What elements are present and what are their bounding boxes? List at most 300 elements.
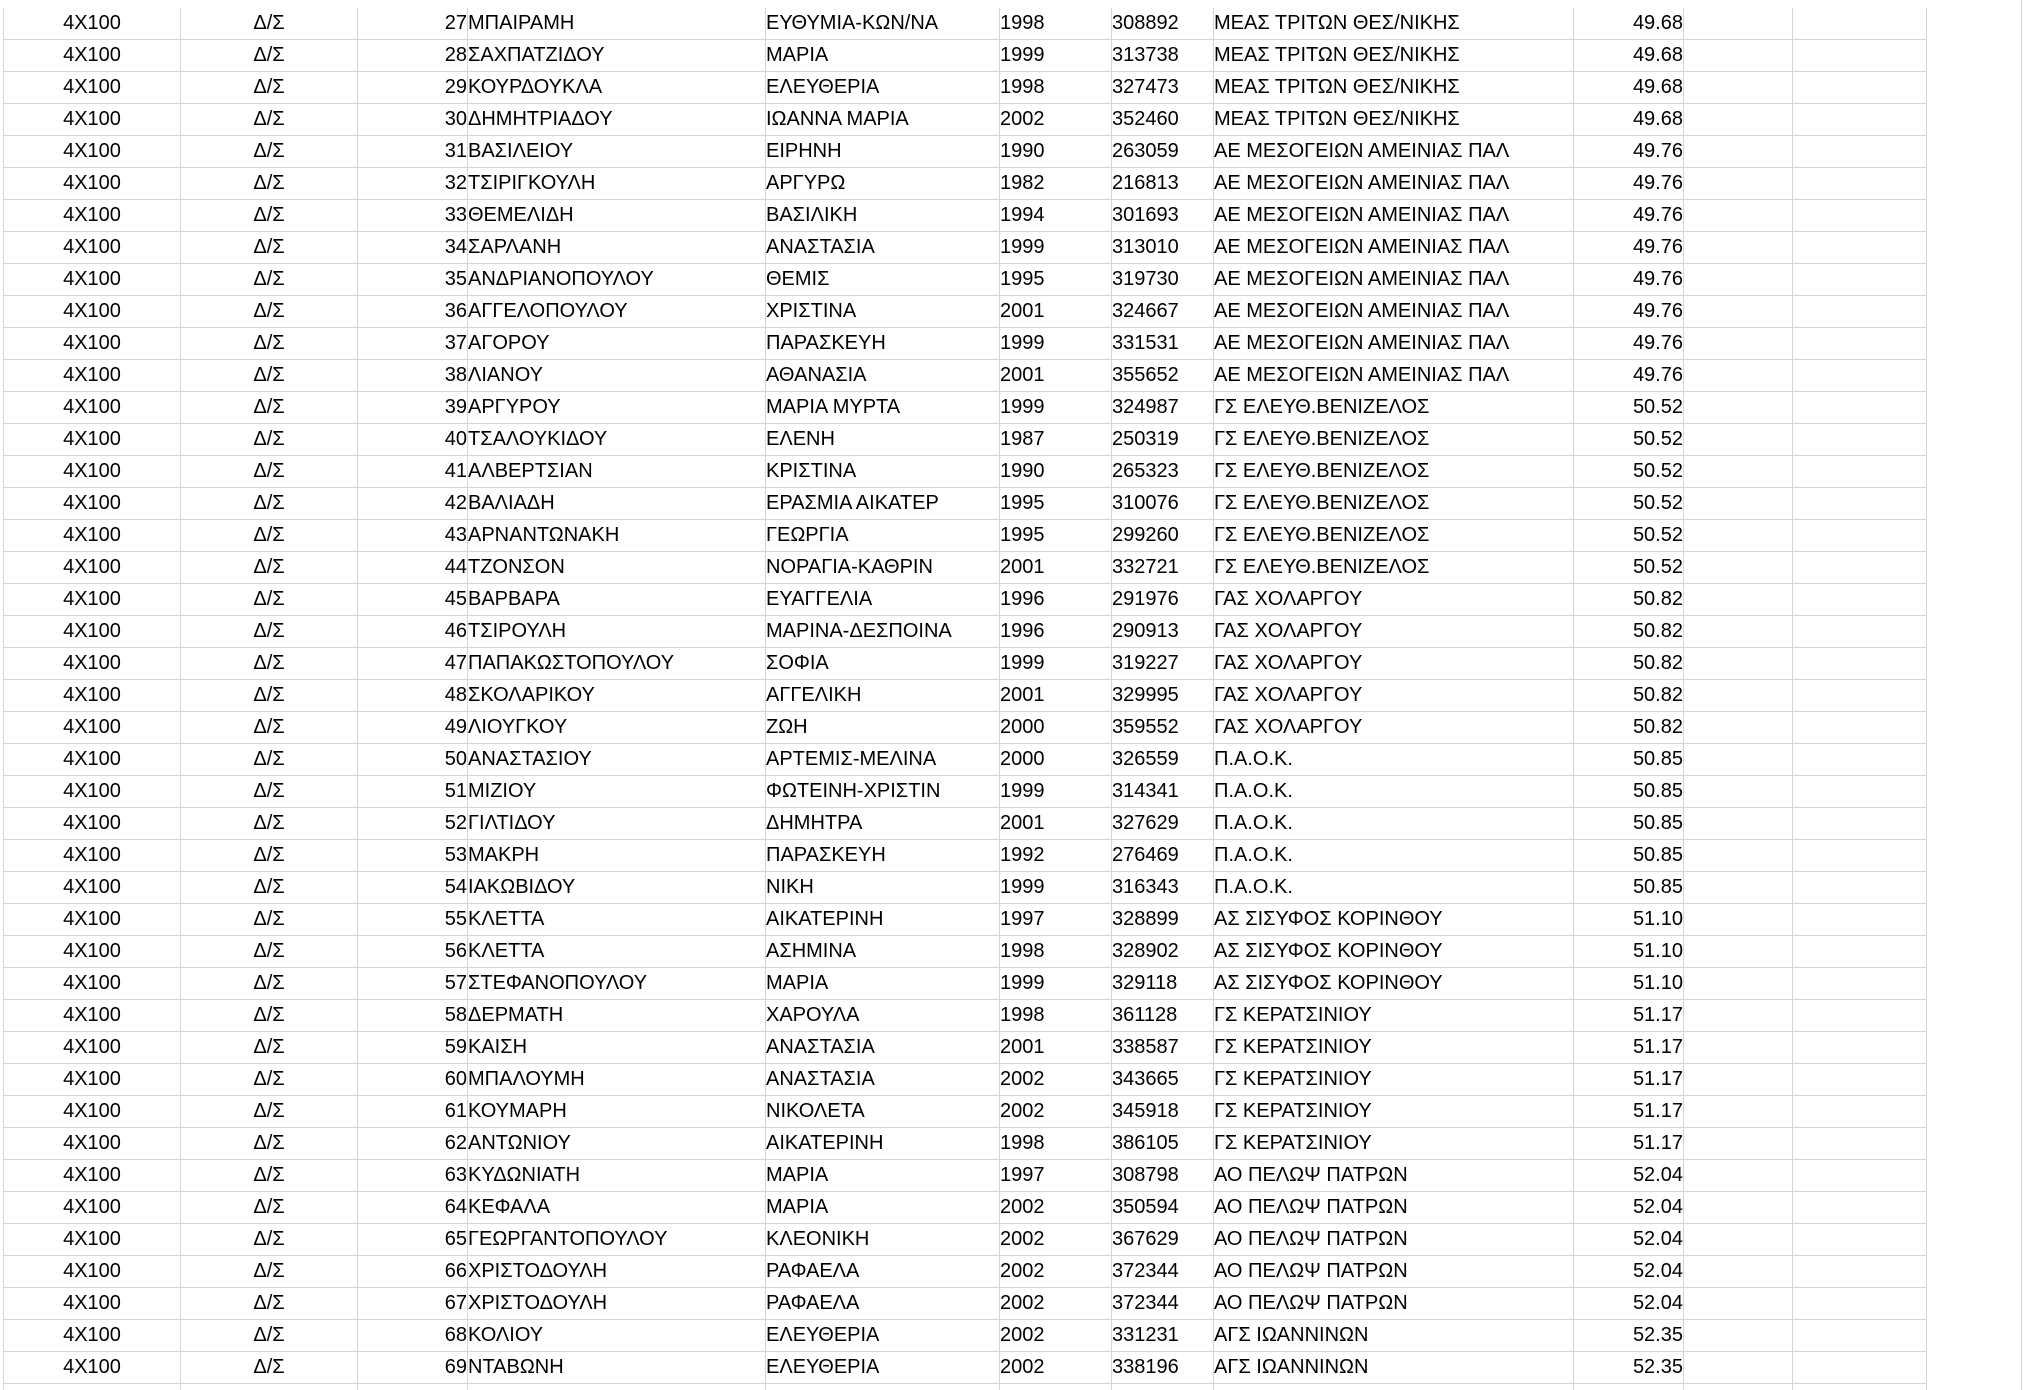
rank-cell[interactable]: 54 [358, 872, 468, 904]
rank-cell[interactable]: 55 [358, 904, 468, 936]
category-cell[interactable]: Δ/Σ [181, 232, 358, 264]
club-cell[interactable]: ΑΕ ΜΕΣΟΓΕΙΩΝ ΑΜΕΙΝΙΑΣ ΠΑΛ [1214, 200, 1574, 232]
category-cell[interactable]: Δ/Σ [181, 1160, 358, 1192]
license-number-cell[interactable]: 290913 [1112, 616, 1214, 648]
empty-cell[interactable] [1684, 1320, 1793, 1352]
empty-cell[interactable] [1793, 1160, 1927, 1192]
rank-cell[interactable]: 52 [358, 808, 468, 840]
category-cell[interactable]: Δ/Σ [181, 168, 358, 200]
rank-cell[interactable]: 42 [358, 488, 468, 520]
empty-cell[interactable] [1684, 616, 1793, 648]
license-number-cell[interactable]: 310076 [1112, 488, 1214, 520]
event-cell[interactable]: 4X100 [4, 744, 181, 776]
club-cell[interactable]: ΓΑΣ ΧΟΛΑΡΓΟΥ [1214, 584, 1574, 616]
event-cell[interactable]: 4X100 [4, 40, 181, 72]
license-number-cell[interactable]: 328902 [1112, 936, 1214, 968]
time-cell[interactable]: 50.82 [1574, 648, 1684, 680]
time-cell[interactable]: 50.85 [1574, 744, 1684, 776]
time-cell[interactable]: 51.17 [1574, 1096, 1684, 1128]
rank-cell[interactable]: 53 [358, 840, 468, 872]
firstname-cell[interactable]: ΠΑΡΑΣΚΕΥΗ [766, 840, 1000, 872]
license-number-cell[interactable]: 314341 [1112, 776, 1214, 808]
empty-cell[interactable] [1684, 1128, 1793, 1160]
firstname-cell[interactable]: ΜΑΡΙΑ [766, 40, 1000, 72]
firstname-cell[interactable]: ΑΡΓΥΡΩ [766, 168, 1000, 200]
club-cell[interactable]: ΓΑΣ ΧΟΛΑΡΓΟΥ [1214, 616, 1574, 648]
event-cell[interactable]: 4X100 [4, 296, 181, 328]
club-cell[interactable]: ΓΑΣ ΧΟΛΑΡΓΟΥ [1214, 648, 1574, 680]
surname-cell[interactable]: ΓΕΩΡΓΑΝΤΟΠΟΥΛΟΥ [468, 1224, 766, 1256]
club-cell[interactable]: ΓΣ ΕΛΕΥΘ.ΒΕΝΙΖΕΛΟΣ [1214, 392, 1574, 424]
firstname-cell[interactable]: ΡΑΦΑΕΛΑ [766, 1288, 1000, 1320]
time-cell[interactable]: 51.17 [1574, 1128, 1684, 1160]
time-cell[interactable]: 52.35 [1574, 1352, 1684, 1384]
birth-year-cell[interactable]: 2000 [1000, 744, 1112, 776]
club-cell[interactable]: ΓΣ ΚΕΡΑΤΣΙΝΙΟΥ [1214, 1064, 1574, 1096]
surname-cell[interactable]: ΛΙΟΥΓΚΟΥ [468, 712, 766, 744]
category-cell[interactable]: Δ/Σ [181, 264, 358, 296]
empty-cell[interactable] [1793, 200, 1927, 232]
category-cell[interactable]: Δ/Σ [181, 1224, 358, 1256]
time-cell[interactable]: 49.76 [1574, 200, 1684, 232]
license-number-cell[interactable]: 313738 [1112, 40, 1214, 72]
event-cell[interactable]: 4X100 [4, 584, 181, 616]
rank-cell[interactable]: 50 [358, 744, 468, 776]
birth-year-cell[interactable]: 1999 [1000, 232, 1112, 264]
surname-cell[interactable]: ΚΟΛΙΟΥ [468, 1320, 766, 1352]
firstname-cell[interactable]: ΙΩΑΝΝΑ ΜΑΡΙΑ [766, 104, 1000, 136]
surname-cell[interactable]: ΧΡΙΣΤΟΔΟΥΛΗ [468, 1288, 766, 1320]
birth-year-cell[interactable]: 2001 [1000, 1032, 1112, 1064]
category-cell[interactable]: Δ/Σ [181, 1128, 358, 1160]
club-cell[interactable]: ΜΕΑΣ ΤΡΙΤΩΝ ΘΕΣ/ΝΙΚΗΣ [1214, 72, 1574, 104]
time-cell[interactable]: 52.04 [1574, 1288, 1684, 1320]
time-cell[interactable]: 50.85 [1574, 872, 1684, 904]
empty-cell[interactable] [1684, 456, 1793, 488]
birth-year-cell[interactable]: 1998 [1000, 8, 1112, 40]
firstname-cell[interactable]: ΧΡΙΣΤΙΝΑ [766, 296, 1000, 328]
empty-cell[interactable] [1793, 1384, 1927, 1390]
license-number-cell[interactable]: 216813 [1112, 168, 1214, 200]
birth-year-cell[interactable]: 1999 [1000, 392, 1112, 424]
club-cell[interactable]: ΓΣ ΕΛΕΥΘ.ΒΕΝΙΖΕΛΟΣ [1214, 552, 1574, 584]
empty-cell[interactable] [1684, 1224, 1793, 1256]
club-cell[interactable]: ΑΟ ΠΕΛΩΨ ΠΑΤΡΩΝ [1214, 1160, 1574, 1192]
surname-cell[interactable]: ΓΙΛΤΙΔΟΥ [468, 808, 766, 840]
empty-cell[interactable] [1684, 72, 1793, 104]
license-number-cell[interactable]: 355652 [1112, 360, 1214, 392]
birth-year-cell[interactable]: 1987 [1000, 424, 1112, 456]
category-cell[interactable]: Δ/Σ [181, 712, 358, 744]
birth-year-cell[interactable]: 1999 [1000, 968, 1112, 1000]
surname-cell[interactable]: ΑΓΓΕΛΟΠΟΥΛΟΥ [468, 296, 766, 328]
surname-cell[interactable]: ΑΓΟΡΟΥ [468, 328, 766, 360]
birth-year-cell[interactable]: 2001 [1000, 296, 1112, 328]
rank-cell[interactable]: 30 [358, 104, 468, 136]
category-cell[interactable]: Δ/Σ [181, 968, 358, 1000]
license-number-cell[interactable]: 265323 [1112, 456, 1214, 488]
event-cell[interactable]: 4X100 [4, 1192, 181, 1224]
license-number-cell[interactable]: 319730 [1112, 264, 1214, 296]
category-cell[interactable]: Δ/Σ [181, 808, 358, 840]
time-cell[interactable]: 49.76 [1574, 136, 1684, 168]
empty-cell[interactable] [1684, 40, 1793, 72]
time-cell[interactable]: 50.82 [1574, 680, 1684, 712]
license-number-cell[interactable]: 301693 [1112, 200, 1214, 232]
rank-cell[interactable]: 48 [358, 680, 468, 712]
event-cell[interactable]: 4X100 [4, 200, 181, 232]
surname-cell[interactable]: ΑΝΑΣΤΑΣΙΟΥ [468, 744, 766, 776]
time-cell[interactable]: 52.04 [1574, 1224, 1684, 1256]
event-cell[interactable]: 4X100 [4, 680, 181, 712]
surname-cell[interactable]: ΔΗΜΗΤΡΙΑΔΟΥ [468, 104, 766, 136]
firstname-cell[interactable]: ΕΥΘΥΜΙΑ-ΚΩΝ/ΝΑ [766, 8, 1000, 40]
firstname-cell[interactable]: ΕΛΕΥΘΕΡΙΑ [766, 1320, 1000, 1352]
license-number-cell[interactable]: 338196 [1112, 1352, 1214, 1384]
category-cell[interactable]: Δ/Σ [181, 360, 358, 392]
birth-year-cell[interactable]: 1998 [1000, 72, 1112, 104]
event-cell[interactable]: 4X100 [4, 328, 181, 360]
birth-year-cell[interactable]: 1995 [1000, 264, 1112, 296]
category-cell[interactable]: Δ/Σ [181, 136, 358, 168]
club-cell[interactable]: ΓΣ ΚΕΡΑΤΣΙΝΙΟΥ [1214, 1128, 1574, 1160]
surname-cell[interactable]: ΚΟΥΜΑΡΗ [468, 1096, 766, 1128]
license-number-cell[interactable]: 299260 [1112, 520, 1214, 552]
empty-cell[interactable] [1684, 392, 1793, 424]
event-cell[interactable]: 4X100 [4, 520, 181, 552]
category-cell[interactable]: Δ/Σ [181, 744, 358, 776]
empty-cell[interactable] [1793, 584, 1927, 616]
time-cell[interactable] [1574, 1384, 1684, 1390]
license-number-cell[interactable]: 338587 [1112, 1032, 1214, 1064]
firstname-cell[interactable]: ΔΗΜΗΤΡΑ [766, 808, 1000, 840]
rank-cell[interactable]: 45 [358, 584, 468, 616]
category-cell[interactable]: Δ/Σ [181, 40, 358, 72]
empty-cell[interactable] [1684, 552, 1793, 584]
surname-cell[interactable]: ΑΛΒΕΡΤΣΙΑΝ [468, 456, 766, 488]
license-number-cell[interactable]: 328899 [1112, 904, 1214, 936]
firstname-cell[interactable]: ΜΑΡΙΑ ΜΥΡΤΑ [766, 392, 1000, 424]
birth-year-cell[interactable]: 1998 [1000, 936, 1112, 968]
empty-cell[interactable] [1793, 1288, 1927, 1320]
time-cell[interactable]: 50.82 [1574, 712, 1684, 744]
empty-cell[interactable] [1684, 8, 1793, 40]
category-cell[interactable]: Δ/Σ [181, 552, 358, 584]
firstname-cell[interactable]: ΑΝΑΣΤΑΣΙΑ [766, 232, 1000, 264]
license-number-cell[interactable]: 386105 [1112, 1128, 1214, 1160]
empty-cell[interactable] [1793, 680, 1927, 712]
event-cell[interactable]: 4X100 [4, 1256, 181, 1288]
category-cell[interactable]: Δ/Σ [181, 488, 358, 520]
license-number-cell[interactable]: 329118 [1112, 968, 1214, 1000]
category-cell[interactable]: Δ/Σ [181, 520, 358, 552]
birth-year-cell[interactable]: 2001 [1000, 680, 1112, 712]
rank-cell[interactable]: 43 [358, 520, 468, 552]
firstname-cell[interactable]: ΑΙΚΑΤΕΡΙΝΗ [766, 1128, 1000, 1160]
club-cell[interactable]: ΓΣ ΕΛΕΥΘ.ΒΕΝΙΖΕΛΟΣ [1214, 488, 1574, 520]
license-number-cell[interactable]: 316343 [1112, 872, 1214, 904]
time-cell[interactable]: 49.68 [1574, 104, 1684, 136]
rank-cell[interactable]: 49 [358, 712, 468, 744]
club-cell[interactable]: ΓΣ ΚΕΡΑΤΣΙΝΙΟΥ [1214, 1032, 1574, 1064]
license-number-cell[interactable]: 324667 [1112, 296, 1214, 328]
license-number-cell[interactable]: 352460 [1112, 104, 1214, 136]
category-cell[interactable]: Δ/Σ [181, 328, 358, 360]
event-cell[interactable]: 4X100 [4, 1352, 181, 1384]
empty-cell[interactable] [1793, 1192, 1927, 1224]
surname-cell[interactable]: ΜΠΑΙΡΑΜΗ [468, 8, 766, 40]
category-cell[interactable]: Δ/Σ [181, 200, 358, 232]
surname-cell[interactable]: ΙΑΚΩΒΙΔΟΥ [468, 872, 766, 904]
empty-cell[interactable] [1684, 1064, 1793, 1096]
time-cell[interactable]: 51.10 [1574, 904, 1684, 936]
birth-year-cell[interactable]: 2001 [1000, 552, 1112, 584]
event-cell[interactable]: 4X100 [4, 1096, 181, 1128]
time-cell[interactable]: 50.85 [1574, 808, 1684, 840]
birth-year-cell[interactable]: 1999 [1000, 40, 1112, 72]
empty-cell[interactable] [1793, 936, 1927, 968]
firstname-cell[interactable]: ΑΙΚΑΤΕΡΙΝΗ [766, 904, 1000, 936]
empty-cell[interactable] [1684, 520, 1793, 552]
empty-cell[interactable] [1684, 584, 1793, 616]
category-cell[interactable]: Δ/Σ [181, 1320, 358, 1352]
empty-cell[interactable] [1793, 168, 1927, 200]
category-cell[interactable]: Δ/Σ [181, 648, 358, 680]
firstname-cell[interactable]: ΓΕΩΡΓΙΑ [766, 520, 1000, 552]
event-cell[interactable]: 4X100 [4, 552, 181, 584]
license-number-cell[interactable] [1112, 1384, 1214, 1390]
rank-cell[interactable]: 37 [358, 328, 468, 360]
category-cell[interactable]: Δ/Σ [181, 936, 358, 968]
club-cell[interactable]: ΑΕ ΜΕΣΟΓΕΙΩΝ ΑΜΕΙΝΙΑΣ ΠΑΛ [1214, 232, 1574, 264]
event-cell[interactable]: 4X100 [4, 872, 181, 904]
time-cell[interactable]: 50.52 [1574, 552, 1684, 584]
time-cell[interactable]: 52.35 [1574, 1320, 1684, 1352]
empty-cell[interactable] [1684, 648, 1793, 680]
empty-cell[interactable] [1793, 1096, 1927, 1128]
category-cell[interactable]: Δ/Σ [181, 1032, 358, 1064]
empty-cell[interactable] [1684, 104, 1793, 136]
firstname-cell[interactable]: ΕΛΕΥΘΕΡΙΑ [766, 72, 1000, 104]
surname-cell[interactable]: ΣΤΕΦΑΝΟΠΟΥΛΟΥ [468, 968, 766, 1000]
rank-cell[interactable]: 27 [358, 8, 468, 40]
license-number-cell[interactable]: 291976 [1112, 584, 1214, 616]
birth-year-cell[interactable]: 2002 [1000, 1320, 1112, 1352]
time-cell[interactable]: 49.76 [1574, 232, 1684, 264]
birth-year-cell[interactable]: 2001 [1000, 808, 1112, 840]
rank-cell[interactable]: 34 [358, 232, 468, 264]
club-cell[interactable]: ΑΕ ΜΕΣΟΓΕΙΩΝ ΑΜΕΙΝΙΑΣ ΠΑΛ [1214, 360, 1574, 392]
empty-cell[interactable] [1793, 104, 1927, 136]
event-cell[interactable]: 4X100 [4, 456, 181, 488]
rank-cell[interactable]: 47 [358, 648, 468, 680]
empty-cell[interactable] [1684, 680, 1793, 712]
event-cell[interactable]: 4X100 [4, 264, 181, 296]
empty-cell[interactable] [1684, 264, 1793, 296]
surname-cell[interactable] [468, 1384, 766, 1390]
birth-year-cell[interactable]: 1996 [1000, 584, 1112, 616]
club-cell[interactable]: Π.Α.Ο.Κ. [1214, 744, 1574, 776]
rank-cell[interactable]: 60 [358, 1064, 468, 1096]
empty-cell[interactable] [1793, 328, 1927, 360]
event-cell[interactable]: 4X100 [4, 232, 181, 264]
birth-year-cell[interactable]: 1999 [1000, 872, 1112, 904]
surname-cell[interactable]: ΚΛΕΤΤΑ [468, 936, 766, 968]
empty-cell[interactable] [1793, 808, 1927, 840]
empty-cell[interactable] [1793, 616, 1927, 648]
birth-year-cell[interactable]: 2000 [1000, 712, 1112, 744]
surname-cell[interactable]: ΒΑΛΙΑΔΗ [468, 488, 766, 520]
empty-cell[interactable] [1684, 1352, 1793, 1384]
firstname-cell[interactable]: ΡΑΦΑΕΛΑ [766, 1256, 1000, 1288]
empty-cell[interactable] [1793, 776, 1927, 808]
time-cell[interactable]: 49.76 [1574, 168, 1684, 200]
empty-cell[interactable] [1684, 1288, 1793, 1320]
event-cell[interactable]: 4X100 [4, 840, 181, 872]
event-cell[interactable]: 4X100 [4, 488, 181, 520]
time-cell[interactable]: 51.10 [1574, 968, 1684, 1000]
time-cell[interactable]: 50.52 [1574, 520, 1684, 552]
surname-cell[interactable]: ΘΕΜΕΛΙΔΗ [468, 200, 766, 232]
empty-cell[interactable] [1793, 392, 1927, 424]
category-cell[interactable]: Δ/Σ [181, 616, 358, 648]
surname-cell[interactable]: ΛΙΑΝΟΥ [468, 360, 766, 392]
time-cell[interactable]: 49.68 [1574, 8, 1684, 40]
birth-year-cell[interactable]: 1999 [1000, 328, 1112, 360]
rank-cell[interactable]: 59 [358, 1032, 468, 1064]
category-cell[interactable]: Δ/Σ [181, 776, 358, 808]
rank-cell[interactable]: 29 [358, 72, 468, 104]
empty-cell[interactable] [1793, 968, 1927, 1000]
license-number-cell[interactable]: 276469 [1112, 840, 1214, 872]
empty-cell[interactable] [1684, 488, 1793, 520]
time-cell[interactable]: 50.52 [1574, 456, 1684, 488]
club-cell[interactable]: ΑΓΣ ΙΩΑΝΝΙΝΩΝ [1214, 1352, 1574, 1384]
empty-cell[interactable] [1684, 168, 1793, 200]
empty-cell[interactable] [1684, 200, 1793, 232]
birth-year-cell[interactable]: 2002 [1000, 1064, 1112, 1096]
empty-cell[interactable] [1684, 744, 1793, 776]
event-cell[interactable]: 4X100 [4, 104, 181, 136]
empty-cell[interactable] [1684, 360, 1793, 392]
time-cell[interactable]: 49.68 [1574, 72, 1684, 104]
rank-cell[interactable] [358, 1384, 468, 1390]
empty-cell[interactable] [1793, 712, 1927, 744]
empty-cell[interactable] [1684, 936, 1793, 968]
birth-year-cell[interactable]: 1995 [1000, 488, 1112, 520]
firstname-cell[interactable]: ΚΡΙΣΤΙΝΑ [766, 456, 1000, 488]
empty-cell[interactable] [1684, 1096, 1793, 1128]
event-cell[interactable]: 4X100 [4, 648, 181, 680]
event-cell[interactable]: 4X100 [4, 1224, 181, 1256]
surname-cell[interactable]: ΤΣΙΡΙΓΚΟΥΛΗ [468, 168, 766, 200]
club-cell[interactable]: ΓΣ ΕΛΕΥΘ.ΒΕΝΙΖΕΛΟΣ [1214, 456, 1574, 488]
event-cell[interactable]: 4X100 [4, 1288, 181, 1320]
club-cell[interactable]: ΑΕ ΜΕΣΟΓΕΙΩΝ ΑΜΕΙΝΙΑΣ ΠΑΛ [1214, 136, 1574, 168]
empty-cell[interactable] [1684, 776, 1793, 808]
birth-year-cell[interactable]: 1992 [1000, 840, 1112, 872]
event-cell[interactable]: 4X100 [4, 8, 181, 40]
firstname-cell[interactable]: ΑΓΓΕΛΙΚΗ [766, 680, 1000, 712]
category-cell[interactable]: Δ/Σ [181, 296, 358, 328]
empty-cell[interactable] [1793, 136, 1927, 168]
empty-cell[interactable] [1684, 808, 1793, 840]
empty-cell[interactable] [1684, 136, 1793, 168]
firstname-cell[interactable]: ΘΕΜΙΣ [766, 264, 1000, 296]
empty-cell[interactable] [1793, 424, 1927, 456]
birth-year-cell[interactable]: 2002 [1000, 104, 1112, 136]
birth-year-cell[interactable]: 1997 [1000, 904, 1112, 936]
event-cell[interactable]: 4X100 [4, 1064, 181, 1096]
time-cell[interactable]: 52.04 [1574, 1256, 1684, 1288]
empty-cell[interactable] [1793, 1032, 1927, 1064]
club-cell[interactable]: ΓΑΣ ΧΟΛΑΡΓΟΥ [1214, 680, 1574, 712]
time-cell[interactable]: 51.10 [1574, 936, 1684, 968]
empty-cell[interactable] [1793, 1256, 1927, 1288]
surname-cell[interactable]: ΚΟΥΡΔΟΥΚΛΑ [468, 72, 766, 104]
birth-year-cell[interactable]: 2002 [1000, 1256, 1112, 1288]
empty-cell[interactable] [1684, 424, 1793, 456]
category-cell[interactable]: Δ/Σ [181, 840, 358, 872]
firstname-cell[interactable]: ΕΙΡΗΝΗ [766, 136, 1000, 168]
empty-cell[interactable] [1793, 72, 1927, 104]
event-cell[interactable]: 4X100 [4, 1128, 181, 1160]
rank-cell[interactable]: 31 [358, 136, 468, 168]
time-cell[interactable]: 49.76 [1574, 296, 1684, 328]
event-cell[interactable]: 4X100 [4, 936, 181, 968]
empty-cell[interactable] [1793, 1224, 1927, 1256]
club-cell[interactable]: ΑΕ ΜΕΣΟΓΕΙΩΝ ΑΜΕΙΝΙΑΣ ΠΑΛ [1214, 296, 1574, 328]
category-cell[interactable]: Δ/Σ [181, 1288, 358, 1320]
license-number-cell[interactable]: 327629 [1112, 808, 1214, 840]
empty-cell[interactable] [1793, 744, 1927, 776]
club-cell[interactable]: ΜΕΑΣ ΤΡΙΤΩΝ ΘΕΣ/ΝΙΚΗΣ [1214, 8, 1574, 40]
empty-cell[interactable] [1793, 648, 1927, 680]
empty-cell[interactable] [1793, 8, 1927, 40]
empty-cell[interactable] [1684, 328, 1793, 360]
license-number-cell[interactable]: 308798 [1112, 1160, 1214, 1192]
surname-cell[interactable]: ΚΕΦΑΛΑ [468, 1192, 766, 1224]
empty-cell[interactable] [1793, 1320, 1927, 1352]
category-cell[interactable]: Δ/Σ [181, 584, 358, 616]
surname-cell[interactable]: ΜΙΖΙΟΥ [468, 776, 766, 808]
birth-year-cell[interactable]: 2002 [1000, 1352, 1112, 1384]
birth-year-cell[interactable]: 2002 [1000, 1224, 1112, 1256]
license-number-cell[interactable]: 331231 [1112, 1320, 1214, 1352]
club-cell[interactable]: ΑΟ ΠΕΛΩΨ ΠΑΤΡΩΝ [1214, 1288, 1574, 1320]
firstname-cell[interactable]: ΜΑΡΙΝΑ-ΔΕΣΠΟΙΝΑ [766, 616, 1000, 648]
birth-year-cell[interactable]: 1999 [1000, 648, 1112, 680]
event-cell[interactable]: 4X100 [4, 1032, 181, 1064]
rank-cell[interactable]: 67 [358, 1288, 468, 1320]
time-cell[interactable]: 51.17 [1574, 1064, 1684, 1096]
event-cell[interactable]: 4X100 [4, 72, 181, 104]
rank-cell[interactable]: 57 [358, 968, 468, 1000]
surname-cell[interactable]: ΑΝΔΡΙΑΝΟΠΟΥΛΟΥ [468, 264, 766, 296]
birth-year-cell[interactable]: 1990 [1000, 136, 1112, 168]
empty-cell[interactable] [1684, 1000, 1793, 1032]
event-cell[interactable]: 4X100 [4, 1320, 181, 1352]
firstname-cell[interactable]: ΣΟΦΙΑ [766, 648, 1000, 680]
club-cell[interactable]: ΑΣ ΣΙΣΥΦΟΣ ΚΟΡΙΝΘΟΥ [1214, 968, 1574, 1000]
empty-cell[interactable] [1684, 1160, 1793, 1192]
empty-cell[interactable] [1793, 1352, 1927, 1384]
club-cell[interactable]: ΑΣ ΣΙΣΥΦΟΣ ΚΟΡΙΝΘΟΥ [1214, 936, 1574, 968]
rank-cell[interactable]: 35 [358, 264, 468, 296]
firstname-cell[interactable]: ΠΑΡΑΣΚΕΥΗ [766, 328, 1000, 360]
license-number-cell[interactable]: 332721 [1112, 552, 1214, 584]
surname-cell[interactable]: ΚΑΙΣΗ [468, 1032, 766, 1064]
